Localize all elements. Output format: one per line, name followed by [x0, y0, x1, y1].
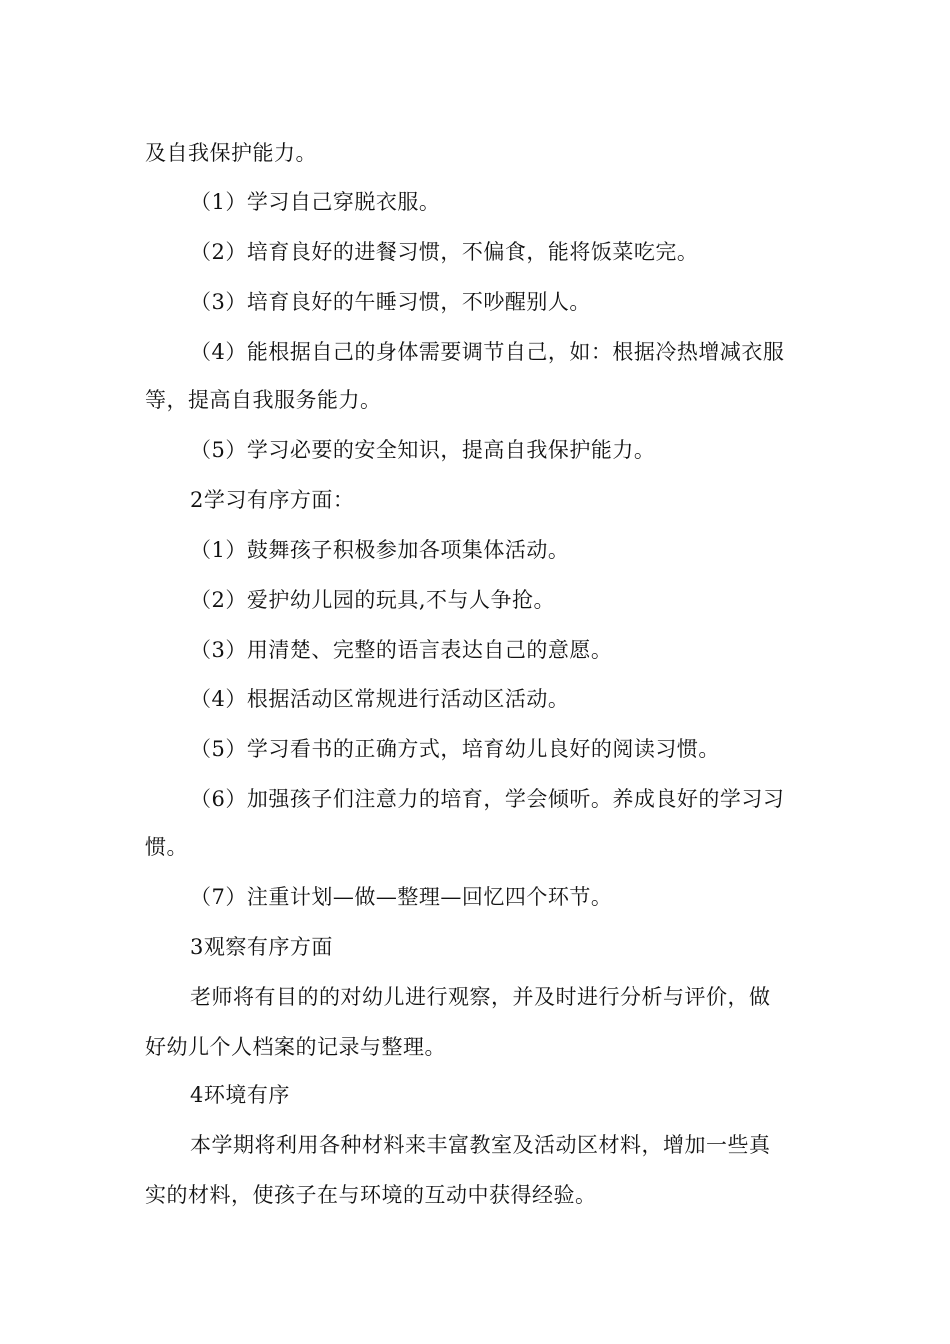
section-heading: 3观察有序方面: [190, 935, 333, 959]
list-item: （4）能根据自己的身体需要调节自己，如：根据冷热增减衣服: [190, 340, 785, 364]
paragraph-line: 本学期将利用各种材料来丰富教室及活动区材料，增加一些真: [190, 1133, 771, 1157]
list-item: （3）培育良好的午睡习惯，不吵醒别人。: [190, 290, 591, 314]
paragraph-line: 实的材料，使孩子在与环境的互动中获得经验。: [145, 1183, 597, 1207]
list-item: （1）鼓舞孩子积极参加各项集体活动。: [190, 538, 570, 562]
list-item: （5）学习必要的安全知识，提高自我保护能力。: [190, 438, 656, 462]
list-item: （2）爱护幼儿园的玩具,不与人争抢。: [190, 588, 556, 612]
list-item: （5）学习看书的正确方式，培育幼儿良好的阅读习惯。: [190, 737, 720, 761]
paragraph-line: 惯。: [145, 835, 188, 859]
list-item: （3）用清楚、完整的语言表达自己的意愿。: [190, 638, 613, 662]
section-heading: 2学习有序方面：: [190, 488, 355, 512]
list-item: （1）学习自己穿脱衣服。: [190, 190, 441, 214]
section-heading: 4环境有序: [190, 1083, 290, 1107]
list-item: （4）根据活动区常规进行活动区活动。: [190, 687, 570, 711]
paragraph-line: 等，提高自我服务能力。: [145, 388, 382, 412]
paragraph-line: 老师将有目的的对幼儿进行观察，并及时进行分析与评价，做: [190, 985, 771, 1009]
paragraph-line: 好幼儿个人档案的记录与整理。: [145, 1035, 446, 1059]
list-item: （6）加强孩子们注意力的培育，学会倾听。养成良好的学习习: [190, 787, 785, 811]
list-item: （7）注重计划—做—整理—回忆四个环节。: [190, 885, 613, 909]
list-item: （2）培育良好的进餐习惯，不偏食，能将饭菜吃完。: [190, 240, 699, 264]
paragraph-line: 及自我保护能力。: [145, 141, 317, 165]
